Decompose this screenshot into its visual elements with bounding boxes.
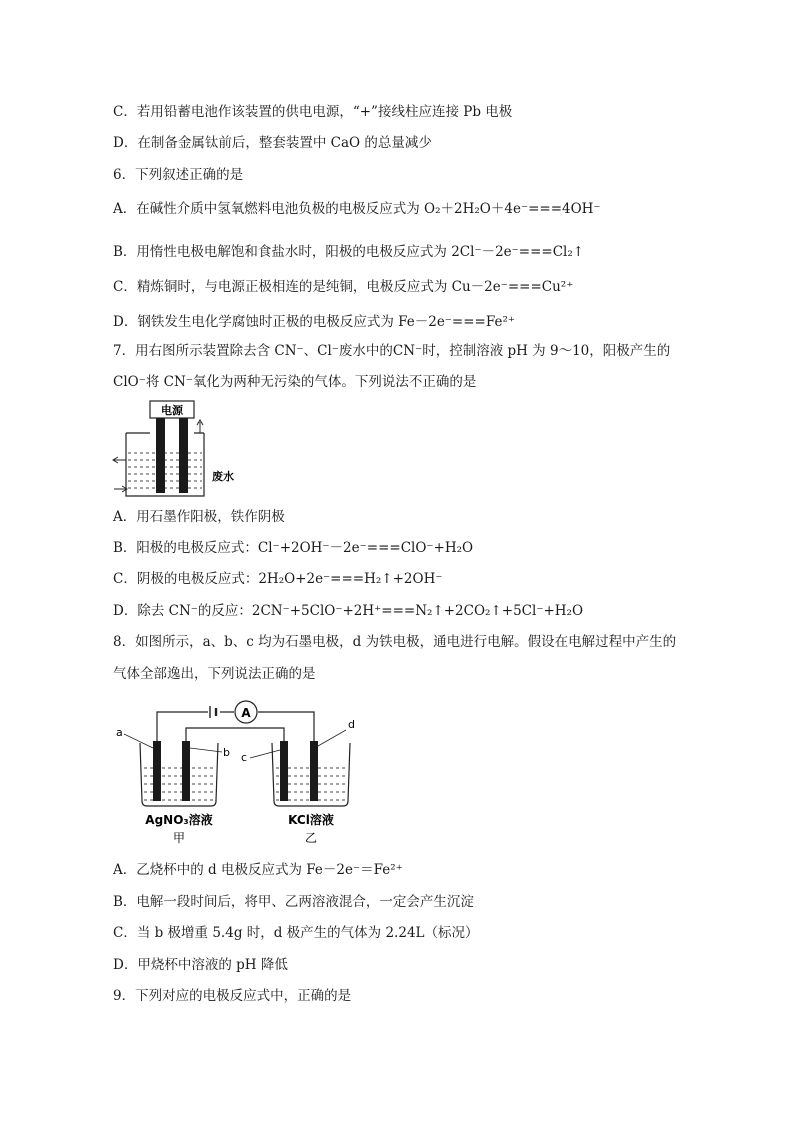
line-q8-2: 气体全部逸出，下列说法正确的是 <box>113 666 316 682</box>
label-c: c <box>241 751 248 764</box>
electrode-right <box>179 418 188 493</box>
line-q6: 6．下列叙述正确的是 <box>113 167 244 183</box>
line-q6d: D．钢铁发生电化学腐蚀时正极的电极反应式为 Fe－2e⁻===Fe²⁺ <box>113 314 516 330</box>
line-q7-2: ClO⁻将 CN⁻氧化为两种无污染的气体。下列说法不正确的是 <box>113 374 477 390</box>
line-q6c: C．精炼铜时，与电源正极相连的是纯铜，电极反应式为 Cu－2e⁻===Cu²⁺ <box>113 279 574 295</box>
line-q8a: A．乙烧杯中的 d 电极反应式为 Fe－2e⁻＝Fe²⁺ <box>113 862 403 878</box>
electrode-b <box>182 741 190 801</box>
electrode-c <box>280 741 288 801</box>
electrode-d <box>310 741 318 801</box>
line-q8b: B．电解一段时间后，将甲、乙两溶液混合，一定会产生沉淀 <box>113 894 474 910</box>
line-q7a: A．用石墨作阳极，铁作阴极 <box>113 509 285 525</box>
solution-right-label: KCl溶液 <box>288 813 334 827</box>
ammeter-label: A <box>241 706 251 720</box>
solution-left-label: AgNO₃溶液 <box>145 813 213 827</box>
electrode-left <box>156 418 165 493</box>
beaker-left-label: 甲 <box>172 831 186 845</box>
line-q5c: C．若用铅蓄电池作该装置的供电电源，“+”接线柱应连接 Pb 电极 <box>113 104 513 120</box>
label-b: b <box>223 746 230 759</box>
line-q8c: C．当 b 极增重 5.4g 时，d 极产生的气体为 2.24L（标况） <box>113 925 479 941</box>
line-q8-1: 8．如图所示，a、b、c 均为石墨电极，d 为铁电极，通电进行电解。假设在电解过程中产生的 <box>113 634 677 650</box>
line-q5d: D．在制备金属钛前后，整套装置中 CaO 的总量减少 <box>113 135 432 151</box>
power-label: 电源 <box>161 404 183 417</box>
figure-q8-electrolysis <box>110 698 360 848</box>
line-q8d: D．甲烧杯中溶液的 pH 降低 <box>113 957 288 973</box>
line-q9: 9．下列对应的电极反应式中，正确的是 <box>113 988 352 1004</box>
electrode-a <box>153 741 161 801</box>
label-d: d <box>348 718 355 731</box>
label-a: a <box>116 726 123 739</box>
line-q7b: B．阳极的电极反应式：Cl⁻+2OH⁻－2e⁻===ClO⁻+H₂O <box>113 540 474 556</box>
line-q7c: C．阴极的电极反应式：2H₂O+2e⁻===H₂↑+2OH⁻ <box>113 571 443 587</box>
line-q7-1: 7．用右图所示装置除去含 CN⁻、Cl⁻废水中的CN⁻时，控制溶液 pH 为 9～10，阳极产生的 <box>113 343 671 359</box>
line-q7d: D．除去 CN⁻的反应：2CN⁻+5ClO⁻+2H⁺===N₂↑+2CO₂↑+5Cl⁻+H₂O <box>113 603 584 619</box>
line-q6b: B．用惰性电极电解饱和食盐水时，阳极的电极反应式为 2Cl⁻－2e⁻===Cl₂↑ <box>113 244 585 260</box>
waste-label: 废水 <box>212 470 234 483</box>
line-q6a: A．在碱性介质中氢氧燃料电池负极的电极反应式为 O₂＋2H₂O＋4e⁻===4OH⁻ <box>113 201 601 217</box>
figure-q7-apparatus <box>112 398 252 503</box>
beaker-right-label: 乙 <box>304 831 318 845</box>
